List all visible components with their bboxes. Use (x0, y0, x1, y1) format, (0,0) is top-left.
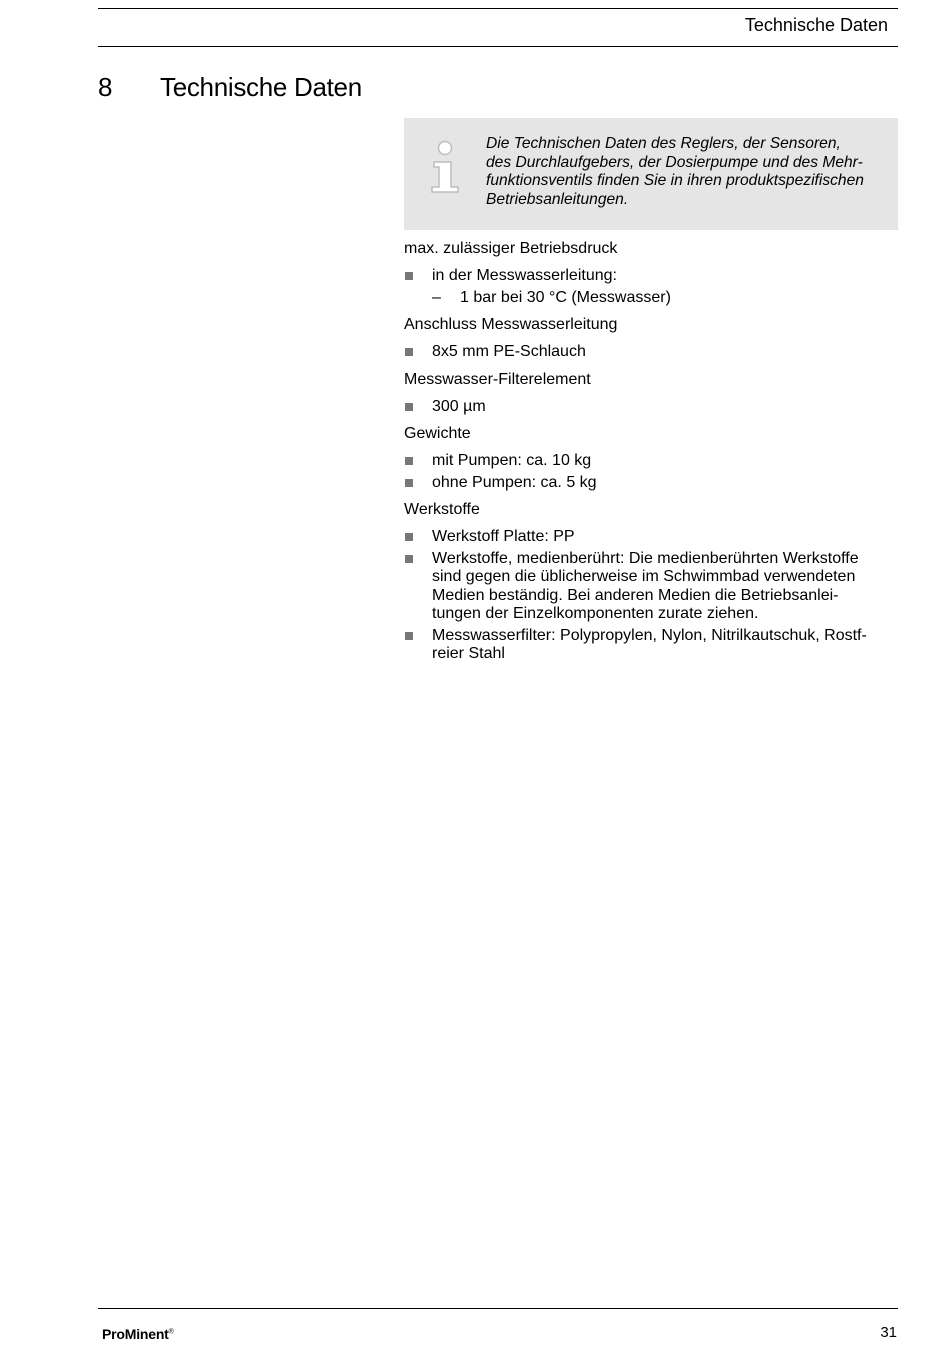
square-bullet-icon (405, 479, 413, 487)
list-item-line: Werkstoffe, medienberührt: Die medienberührten Werkstoffe (432, 549, 859, 567)
page-number: 31 (880, 1324, 897, 1341)
running-header: Technische Daten (744, 15, 888, 35)
sub-list-item-text: 1 bar bei 30 °C (Messwasser) (460, 288, 671, 306)
footer-rule (98, 1308, 898, 1309)
square-bullet-icon (405, 348, 413, 356)
square-bullet-icon (405, 533, 413, 541)
spec-content (404, 238, 898, 664)
square-bullet-icon (405, 403, 413, 411)
square-bullet-icon (405, 457, 413, 465)
list-item (404, 550, 898, 624)
section-heading-filter: Messwasser-Filterelement (404, 370, 591, 388)
list-item-text: 8x5 mm PE-Schlauch (432, 343, 586, 360)
info-icon (426, 138, 466, 194)
chapter-heading (98, 72, 362, 103)
chapter-title: Technische Daten (160, 72, 362, 102)
info-text-line: funktionsventils finden Sie in ihren produktspezifischen (486, 172, 864, 189)
info-text (486, 135, 892, 209)
list-item (404, 398, 898, 417)
section-heading-werkstoffe: Werkstoffe (404, 501, 480, 518)
square-bullet-icon (405, 272, 413, 280)
sub-list-item (404, 289, 898, 308)
list-item (404, 267, 898, 286)
logo-text: ProMinent (102, 1326, 169, 1342)
list-item (404, 474, 898, 493)
square-bullet-icon (405, 555, 413, 563)
section-heading-anschluss: Anschluss Messwasserleitung (404, 316, 618, 333)
list-item-line: Messwasserfilter: Polypropylen, Nylon, Nitrilkautschuk, Rostf- (432, 626, 867, 644)
list-item-line: Medien beständig. Bei anderen Medien die Betriebsanlei- (432, 586, 839, 604)
list-item-text: 300 µm (432, 397, 486, 415)
header-rule-bottom (98, 46, 898, 47)
list-item-text: mit Pumpen: ca. 10 kg (432, 452, 592, 469)
list-item (404, 627, 898, 664)
list-item-text: in der Messwasserleitung: (432, 267, 617, 284)
list-item (404, 452, 898, 471)
list-item (404, 528, 898, 547)
list-item-text: ohne Pumpen: ca. 5 kg (432, 473, 597, 491)
list-item-text: Werkstoff Platte: PP (432, 528, 575, 545)
section-heading-betriebsdruck: max. zulässiger Betriebsdruck (404, 240, 618, 257)
info-text-line: des Durchlaufgebers, der Dosierpumpe und des Mehr- (486, 153, 863, 171)
info-box (404, 118, 898, 230)
info-text-line: Die Technischen Daten des Reglers, der Sensoren, (486, 135, 841, 152)
list-item-line: sind gegen die üblicherweise im Schwimmbad verwendeten (432, 568, 856, 585)
square-bullet-icon (405, 632, 413, 640)
list-item-line: tungen der Einzelkomponenten zurate ziehen. (432, 605, 759, 622)
chapter-number: 8 (98, 72, 113, 102)
dash-bullet: – (432, 288, 441, 306)
section-heading-gewichte: Gewichte (404, 425, 471, 442)
header-rule-top (98, 8, 898, 9)
list-item (404, 343, 898, 362)
registered-mark: ® (168, 1328, 174, 1336)
prominent-logo (102, 1326, 174, 1342)
list-item-line: reier Stahl (432, 645, 505, 662)
info-text-line: Betriebsanleitungen. (486, 190, 629, 208)
